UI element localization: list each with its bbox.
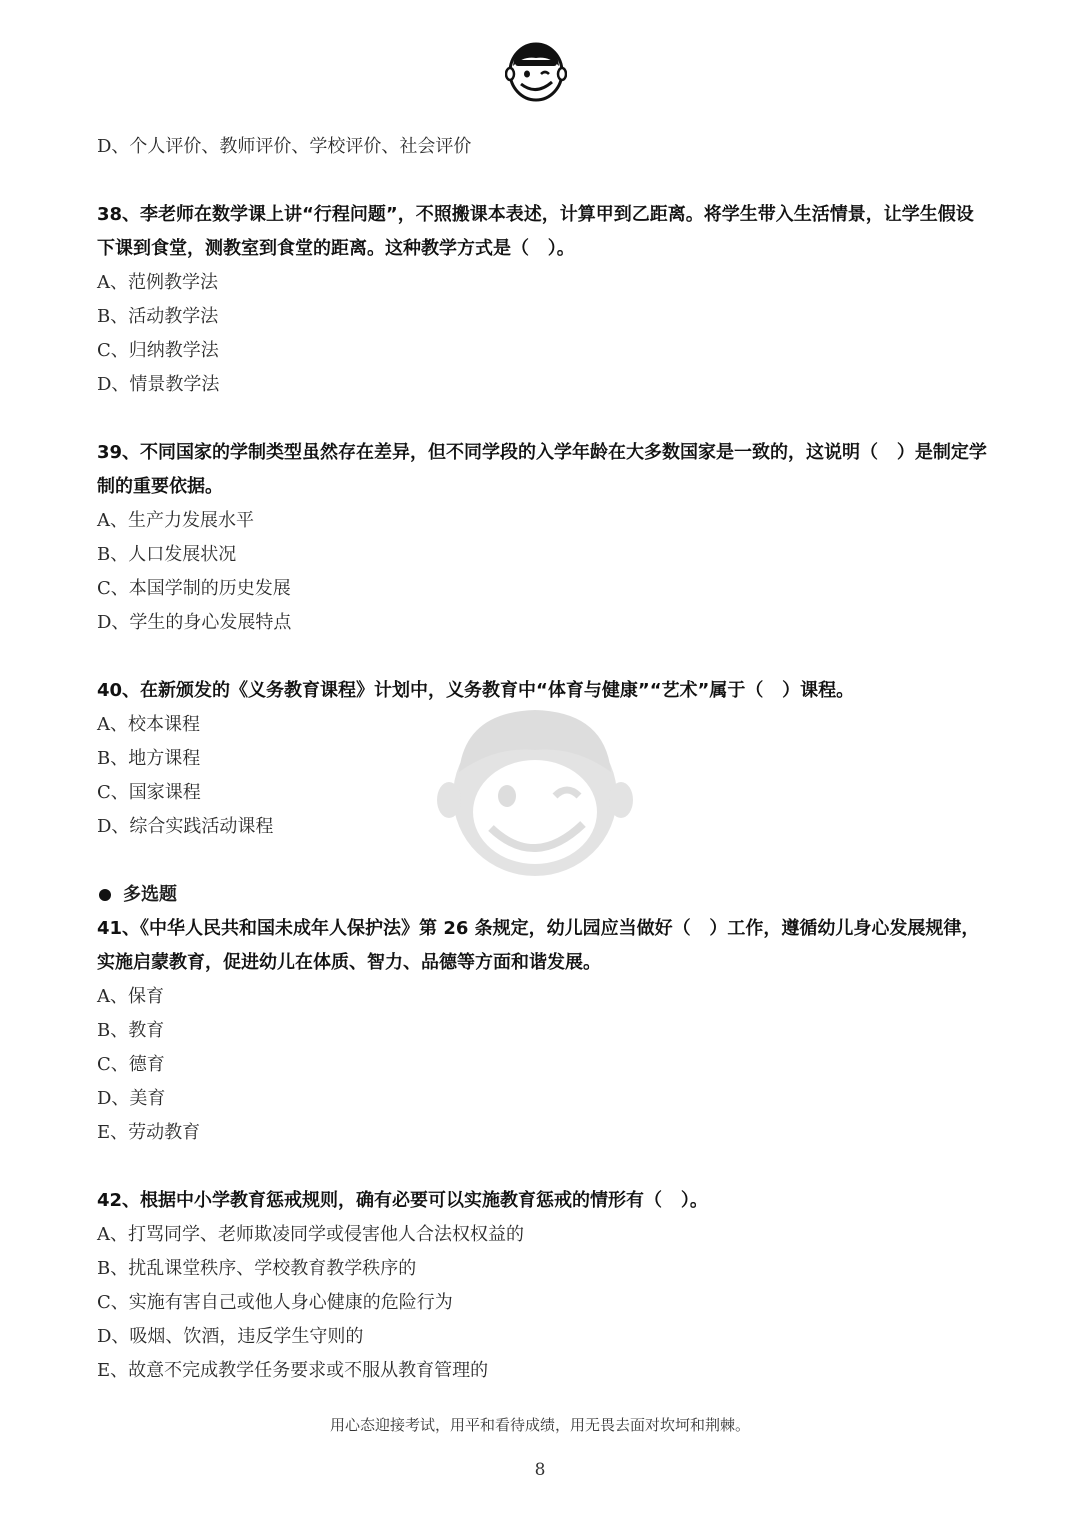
- question-text: 38、李老师在数学课上讲“行程问题”，不照搬课本表述，计算甲到乙距离。将学生带入生活情景，让学生假设下课到食堂，测教室到食堂的距离。这种教学方式是（ ）。: [97, 204, 974, 259]
- question-text: 39、不同国家的学制类型虽然存在差异，但不同学段的入学年龄在大多数国家是一致的，这说明（ ）是制定学制的重要依据。: [97, 442, 987, 497]
- option-c: C、实施有害自己或他人身心健康的危险行为: [97, 1292, 453, 1313]
- option-a: A、范例教学法: [97, 272, 218, 293]
- monkey-mascot-icon: [505, 38, 567, 102]
- option-d: D、情景教学法: [97, 374, 220, 395]
- footer-motto: 用心态迎接考试，用平和看待成绩，用无畏去面对坎坷和荆棘。: [329, 1416, 750, 1434]
- question-39: [97, 436, 987, 640]
- question-41: [97, 912, 987, 1150]
- option-d: D、综合实践活动课程: [97, 816, 274, 837]
- option-b: B、人口发展状况: [97, 544, 237, 565]
- option-b: B、扰乱课堂秩序、学校教育教学秩序的: [97, 1258, 417, 1279]
- question-40: [97, 674, 987, 844]
- bullet-icon: [99, 889, 111, 901]
- option-a: A、打骂同学、老师欺凌同学或侵害他人合法权权益的: [97, 1224, 524, 1245]
- question-42: [97, 1184, 987, 1388]
- option-d: D、美育: [97, 1088, 166, 1109]
- option-b: B、活动教学法: [97, 306, 219, 327]
- question-text: 41、《中华人民共和国未成年人保护法》第 26 条规定，幼儿园应当做好（ ）工作，遵循幼儿身心发展规律，实施启蒙教育，促进幼儿在体质、智力、品德等方面和谐发展。: [97, 918, 980, 973]
- question-text: 42、根据中小学教育惩戒规则，确有必要可以实施教育惩戒的情形有（ ）。: [97, 1190, 708, 1211]
- section-heading-multiple-choice: [97, 878, 987, 912]
- page-number: 8: [534, 1460, 546, 1480]
- option-c: C、归纳教学法: [97, 340, 219, 361]
- option-c: C、本国学制的历史发展: [97, 578, 291, 599]
- option-b: B、地方课程: [97, 748, 201, 769]
- question-38: [97, 198, 987, 402]
- section-title: 多选题: [123, 884, 177, 905]
- option-b: B、教育: [97, 1020, 165, 1041]
- option-e: E、劳动教育: [97, 1122, 201, 1143]
- content: [97, 130, 987, 1388]
- option-c: C、德育: [97, 1054, 165, 1075]
- option-e: E、故意不完成教学任务要求或不服从教育管理的: [97, 1360, 489, 1381]
- option-a: A、校本课程: [97, 714, 200, 735]
- option-a: A、生产力发展水平: [97, 510, 254, 531]
- option-d: D、学生的身心发展特点: [97, 612, 292, 633]
- option-c: C、国家课程: [97, 782, 201, 803]
- previous-question-option-d: D、个人评价、教师评价、学校评价、社会评价: [97, 136, 472, 157]
- question-text: 40、在新颁发的《义务教育课程》计划中，义务教育中“体育与健康”“艺术”属于（ ）课程。: [97, 680, 855, 701]
- option-a: A、保育: [97, 986, 164, 1007]
- option-d: D、吸烟、饮酒，违反学生守则的: [97, 1326, 364, 1347]
